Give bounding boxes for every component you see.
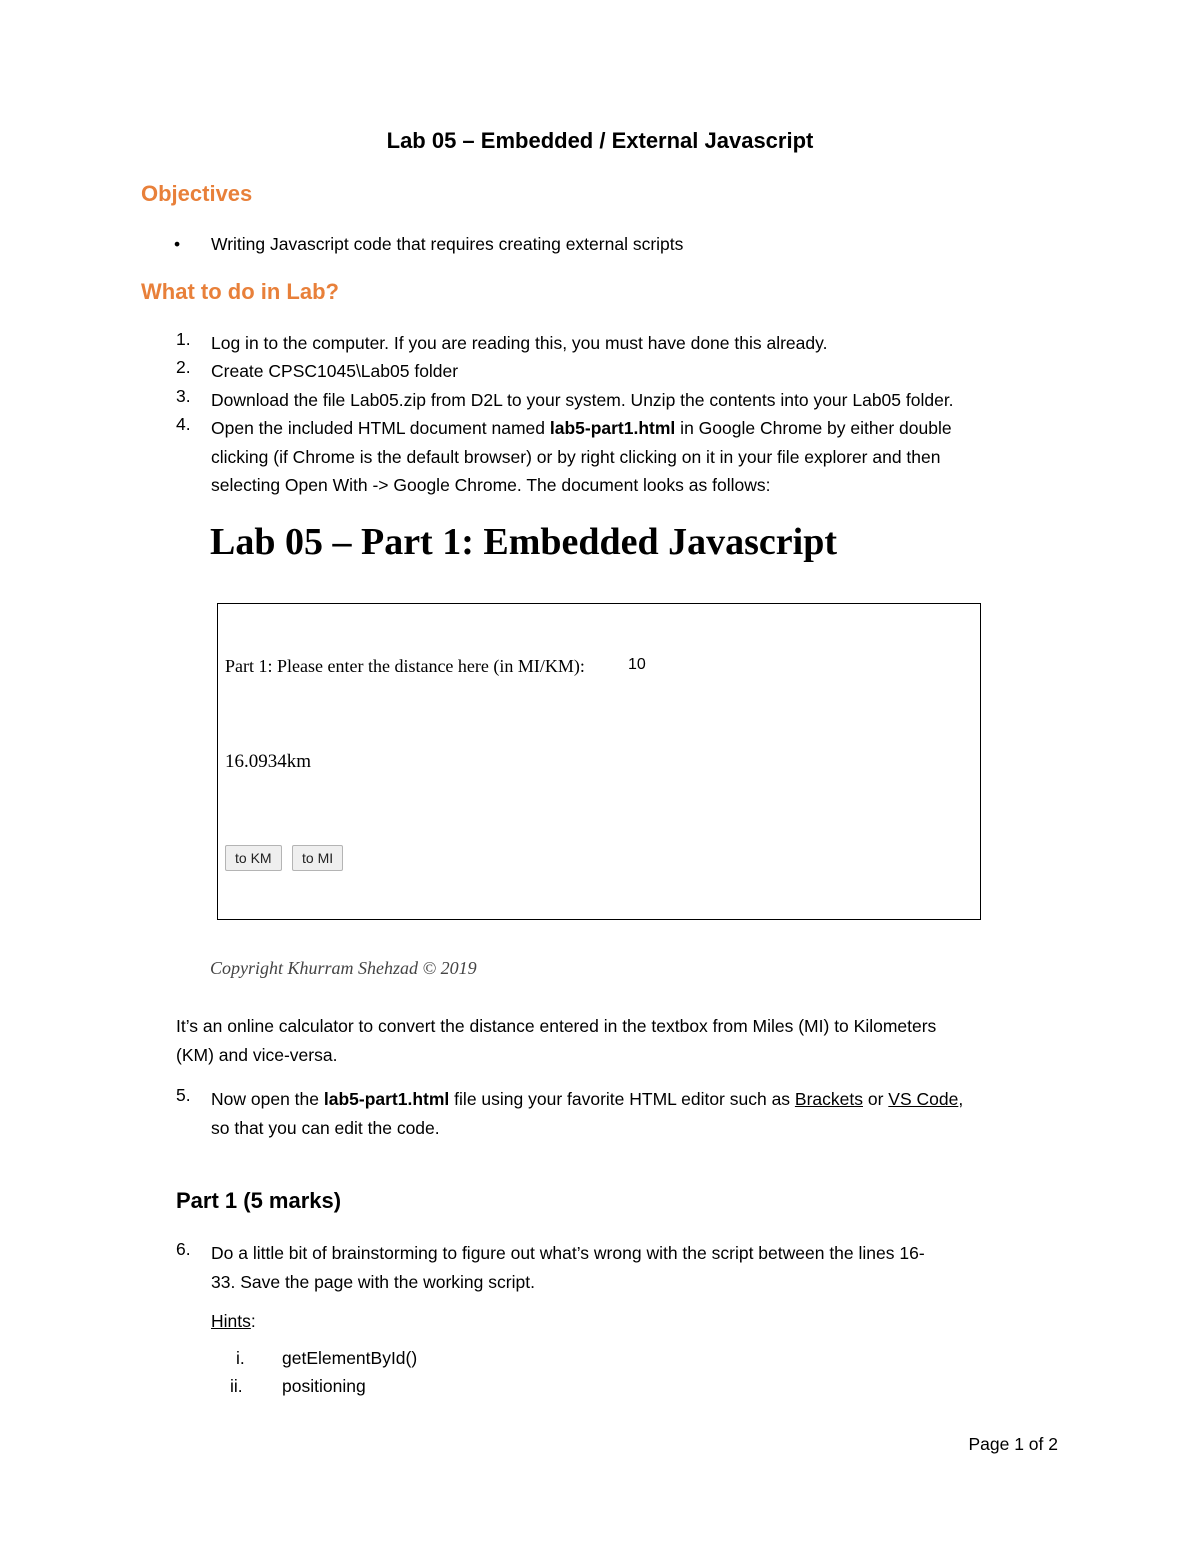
hint-item [230, 1376, 366, 1397]
step-text: , [958, 1089, 964, 1109]
distance-label: Part 1: Please enter the distance here (in MI/KM): [225, 656, 585, 676]
filename: lab5-part1.html [549, 418, 676, 438]
step-number: 6. [176, 1239, 191, 1259]
copyright-text: Copyright Khurram Shehzad © 2019 [210, 958, 477, 978]
step-number: 3. [176, 386, 191, 406]
screenshot-calculator-box [217, 603, 981, 920]
screenshot-title: Lab 05 – Part 1: Embedded Javascript [210, 521, 837, 563]
hint-number: i. [236, 1348, 245, 1368]
step-text: Create CPSC1045\Lab05 folder [211, 361, 459, 381]
step-text: Do a little bit of brainstorming to figure out what’s wrong with the script between the lines 16- [211, 1243, 925, 1263]
step-number: 4. [176, 414, 191, 434]
step-text: Log in to the computer. If you are reading this, you must have done this already. [211, 333, 828, 353]
hint-item [236, 1348, 418, 1369]
objectives-heading: Objectives [141, 181, 253, 206]
result-text: 16.0934km [225, 751, 312, 772]
hints-label: Hints: [211, 1311, 256, 1331]
vs-code-link[interactable]: VS Code [888, 1089, 959, 1109]
step-text: selecting Open With -> Google Chrome. The document looks as follows: [211, 475, 771, 495]
hint-number: ii. [230, 1376, 243, 1396]
step-text: so that you can edit the code. [211, 1117, 440, 1138]
step-number: 5. [176, 1085, 191, 1105]
paragraph-line: (KM) and vice-versa. [176, 1044, 338, 1065]
paragraph-line: It’s an online calculator to convert the distance entered in the textbox from Miles (MI) to Kilometers [176, 1016, 937, 1036]
brackets-link[interactable]: Brackets [794, 1089, 863, 1109]
step-number: 2. [176, 357, 191, 377]
step-text: Now open the [211, 1089, 324, 1109]
to-mi-button: to MI [292, 845, 343, 871]
step-text: Download the file Lab05.zip from D2L to your system. Unzip the contents into your Lab05 folder. [211, 390, 954, 410]
step-text: Open the included HTML document named [211, 418, 550, 438]
document-title: Lab 05 – Embedded / External Javascript [386, 128, 814, 153]
step-text: file using your favorite HTML editor such as [449, 1089, 795, 1109]
filename: lab5-part1.html [323, 1089, 450, 1109]
hint-text: getElementById() [282, 1348, 418, 1368]
hint-text: positioning [282, 1376, 366, 1396]
what-to-do-heading: What to do in Lab? [141, 279, 339, 304]
page-footer: Page 1 of 2 [968, 1434, 1058, 1454]
step-text: or [863, 1089, 889, 1109]
distance-input: 10 [628, 656, 646, 673]
step-text: clicking (if Chrome is the default browser) or by right clicking on it in your file explorer and then [211, 446, 941, 467]
bullet-icon: • [174, 234, 181, 254]
step-number: 1. [176, 329, 191, 349]
to-km-button: to KM [225, 845, 282, 871]
step-text: in Google Chrome by either double [675, 418, 952, 438]
part1-heading: Part 1 (5 marks) [176, 1188, 342, 1213]
objective-text: Writing Javascript code that requires creating external scripts [211, 234, 684, 254]
description-paragraph [176, 1012, 1066, 1069]
step-text: 33. Save the page with the working script. [211, 1271, 535, 1292]
